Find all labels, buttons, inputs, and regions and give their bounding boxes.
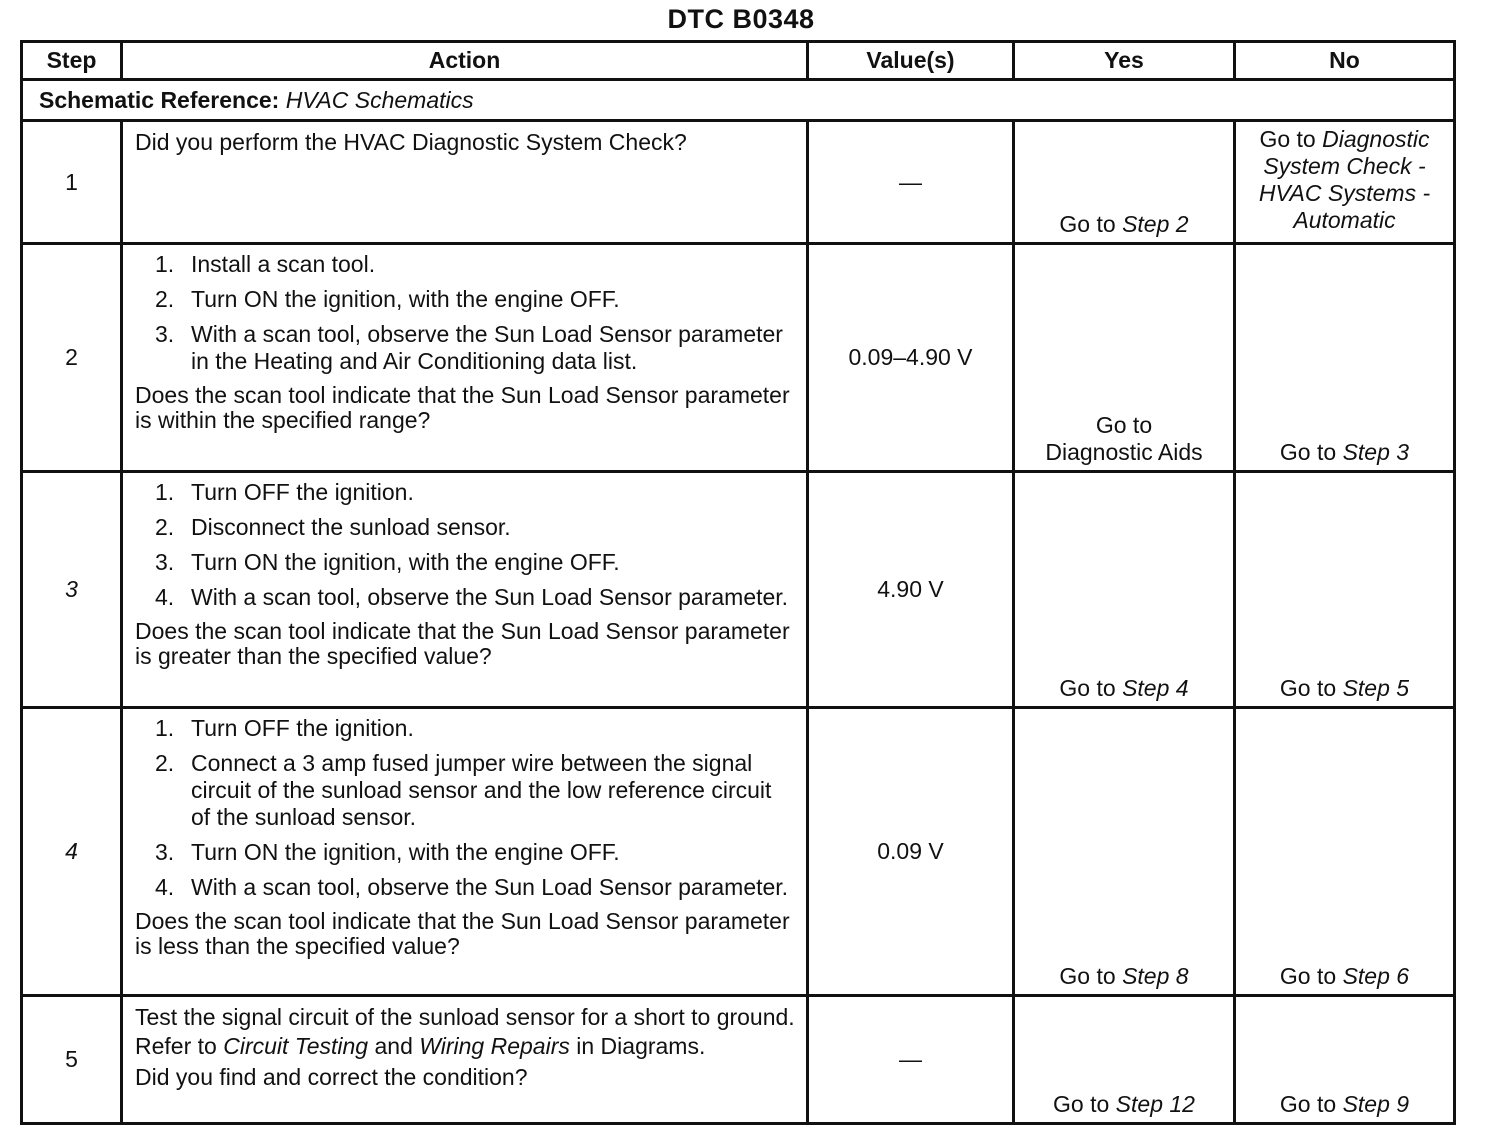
value-cell: 4.90 V (808, 472, 1014, 708)
no-cell (1235, 472, 1455, 708)
no-step-link[interactable]: Step 5 (1342, 675, 1410, 701)
page-title: DTC B0348 (667, 4, 815, 34)
schematic-reference-link[interactable]: HVAC Schematics (285, 86, 474, 113)
step-number: 5 (22, 996, 122, 1124)
action-cell (122, 244, 808, 472)
yes-cell (1014, 996, 1235, 1124)
header-values: Value(s) (808, 42, 1014, 80)
yes-step-link[interactable]: Step 2 (1122, 211, 1189, 237)
action-item-number: 1. (155, 715, 175, 741)
action-item-number: 4. (155, 584, 175, 610)
value-cell: — (808, 121, 1014, 244)
action-item-text: Turn OFF the ignition. (191, 479, 414, 505)
yes-cell (1014, 244, 1235, 472)
no-prefix: Go to (1279, 439, 1343, 465)
action-item-number: 2. (155, 514, 175, 540)
action-item-number: 4. (155, 874, 175, 900)
step-number: 1 (22, 121, 122, 244)
no-prefix: Go to (1279, 963, 1343, 989)
action-cell (122, 472, 808, 708)
yes-cell (1014, 121, 1235, 244)
action-list (135, 715, 796, 901)
value-cell: — (808, 996, 1014, 1124)
table-row (22, 244, 1455, 472)
action-question: Does the scan tool indicate that the Sun Load Sensor parameter is within the specified range? (135, 382, 790, 433)
yes-step-link[interactable]: Step 8 (1122, 963, 1189, 989)
action-text-part: in Diagrams. (569, 1033, 706, 1059)
header-row (22, 42, 1455, 80)
yes-cell (1014, 472, 1235, 708)
action-item (135, 715, 796, 742)
action-item-number: 2. (155, 750, 175, 776)
action-item-text: Turn ON the ignition, with the engine OFF. (191, 549, 620, 575)
table-row (22, 708, 1455, 996)
action-question: Does the scan tool indicate that the Sun Load Sensor parameter is less than the specified value? (135, 908, 790, 959)
action-question: Does the scan tool indicate that the Sun Load Sensor parameter is greater than the specified value? (135, 618, 790, 669)
action-item-text: Install a scan tool. (191, 251, 376, 277)
no-target-line: HVAC Systems - (1258, 180, 1431, 206)
action-item-number: 2. (155, 286, 175, 312)
schematic-reference-label: Schematic Reference: (39, 86, 280, 113)
no-cell (1235, 708, 1455, 996)
action-text (135, 1003, 796, 1061)
step-number: 4 (22, 708, 122, 996)
no-cell (1235, 244, 1455, 472)
no-cell (1235, 121, 1455, 244)
yes-step-link[interactable]: Step 4 (1122, 675, 1189, 701)
no-target-line: Automatic (1293, 207, 1396, 233)
header-yes: Yes (1014, 42, 1235, 80)
action-item-number: 3. (155, 839, 175, 865)
table-row (22, 472, 1455, 708)
circuit-testing-link[interactable]: Circuit Testing (223, 1033, 369, 1059)
action-item (135, 321, 796, 375)
action-question: Did you perform the HVAC Diagnostic System Check? (135, 129, 687, 155)
action-item-number: 1. (155, 479, 175, 505)
action-question: Did you find and correct the condition? (135, 1064, 528, 1090)
action-item-number: 1. (155, 251, 175, 277)
action-item (135, 750, 796, 831)
wiring-repairs-link[interactable]: Wiring Repairs (419, 1033, 570, 1059)
schematic-reference (22, 80, 1455, 121)
action-item-number: 3. (155, 321, 175, 347)
no-target-line: System Check - (1263, 153, 1426, 179)
action-item-text: With a scan tool, observe the Sun Load Sensor parameter in the Heating and Air Conditioning data list. (191, 321, 783, 374)
yes-link[interactable] (1015, 412, 1233, 466)
yes-step-link[interactable]: Step 12 (1115, 1091, 1195, 1117)
no-step-link[interactable]: Step 9 (1342, 1091, 1410, 1117)
action-item-text: Turn ON the ignition, with the engine OFF. (191, 286, 620, 312)
action-list (135, 479, 796, 611)
action-item-text: With a scan tool, observe the Sun Load Sensor parameter. (191, 584, 789, 610)
action-item (135, 549, 796, 576)
action-item (135, 839, 796, 866)
yes-cell (1014, 708, 1235, 996)
value-cell: 0.09 V (808, 708, 1014, 996)
step-number: 3 (22, 472, 122, 708)
yes-prefix: Go to (1059, 963, 1123, 989)
no-prefix: Go to (1279, 1091, 1343, 1117)
action-item (135, 874, 796, 901)
yes-prefix: Go to (1059, 675, 1123, 701)
action-item-text: Disconnect the sunload sensor. (191, 514, 511, 540)
no-prefix: Go to (1259, 126, 1323, 152)
action-list (135, 251, 796, 375)
no-link[interactable] (1236, 126, 1453, 234)
action-item (135, 251, 796, 278)
action-item (135, 514, 796, 541)
step-number: 2 (22, 244, 122, 472)
no-target-line: Diagnostic (1322, 126, 1430, 152)
action-item (135, 479, 796, 506)
header-no: No (1235, 42, 1455, 80)
table-row (22, 121, 1455, 244)
action-cell (122, 121, 808, 244)
no-step-link[interactable]: Step 6 (1342, 963, 1410, 989)
action-item-text: With a scan tool, observe the Sun Load Sensor parameter. (191, 874, 789, 900)
action-item-text: Turn ON the ignition, with the engine OFF. (191, 839, 620, 865)
action-text-part: Test the signal circuit of the sunload sensor for a short to ground. Refer to (135, 1004, 795, 1059)
yes-line: Diagnostic Aids (1045, 439, 1203, 465)
action-item-text: Turn OFF the ignition. (191, 715, 414, 741)
schematic-reference-row (22, 80, 1455, 121)
action-item-text: Connect a 3 amp fused jumper wire between the signal circuit of the sunload sensor and the low reference circuit of the sunload sensor. (191, 750, 772, 830)
header-action: Action (122, 42, 808, 80)
action-item (135, 584, 796, 611)
no-prefix: Go to (1279, 675, 1343, 701)
header-step: Step (22, 42, 122, 80)
dtc-table (20, 40, 1456, 1125)
table-row (22, 996, 1455, 1124)
value-cell: 0.09–4.90 V (808, 244, 1014, 472)
yes-prefix: Go to (1059, 211, 1123, 237)
action-cell (122, 708, 808, 996)
action-text-part: and (368, 1033, 420, 1059)
action-item-number: 3. (155, 549, 175, 575)
no-cell (1235, 996, 1455, 1124)
no-step-link[interactable]: Step 3 (1342, 439, 1410, 465)
action-item (135, 286, 796, 313)
yes-prefix: Go to (1053, 1091, 1116, 1117)
yes-line: Go to (1095, 412, 1153, 438)
action-cell (122, 996, 808, 1124)
